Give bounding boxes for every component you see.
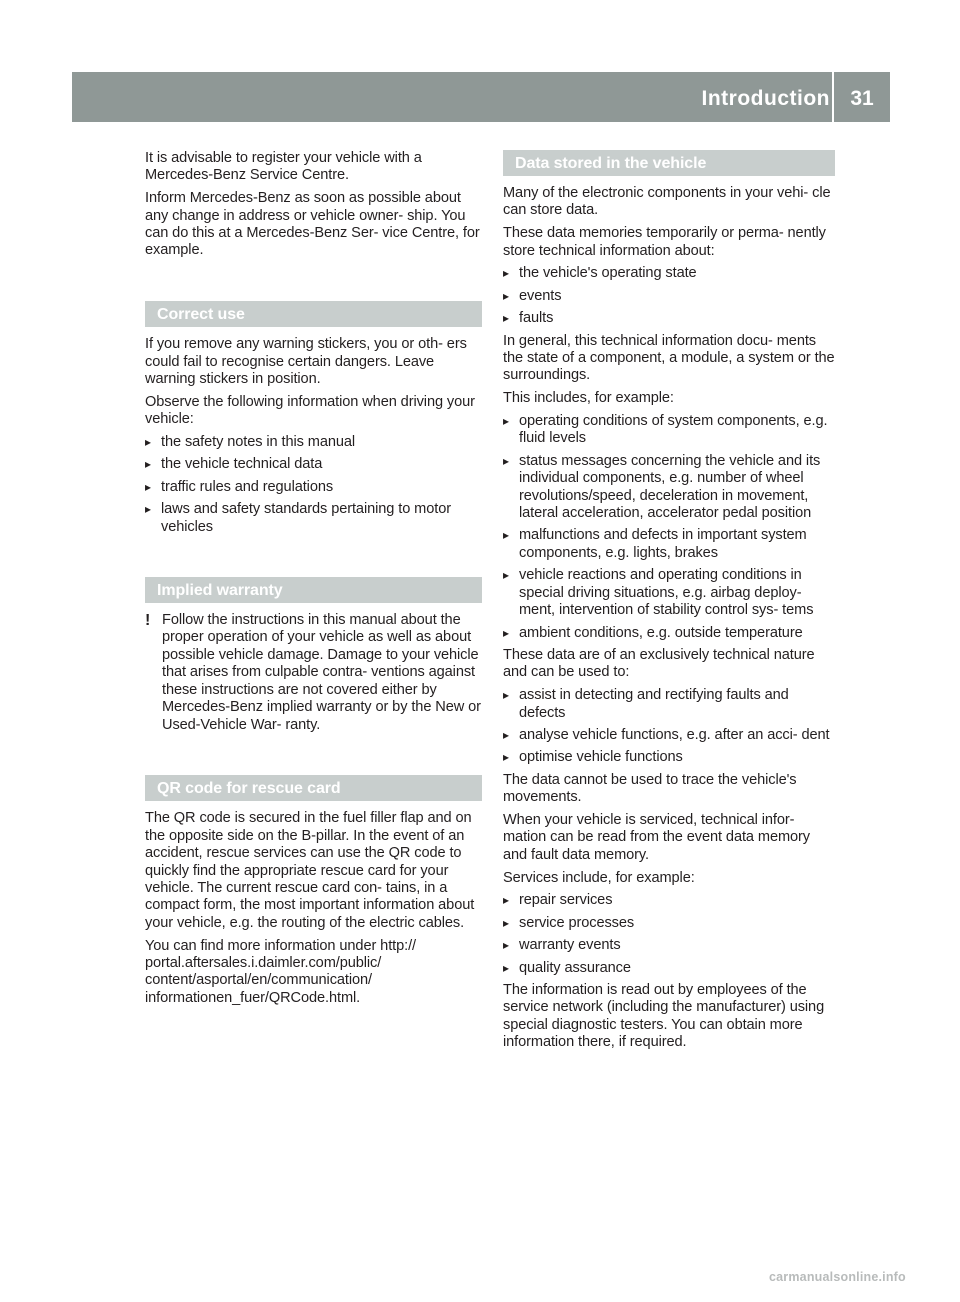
paragraph: You can find more information under http:// portal.aftersales.i.daimler.com/public/ content/asportal/en/communication/ informationen_fuer/QRCode.html.: [145, 937, 416, 1006]
page-number: 31: [850, 87, 874, 110]
list-item: ▸ ambient conditions, e.g. outside temperature: [503, 625, 835, 642]
list-item: ▸ malfunctions and defects in important system components, e.g. lights, brakes: [503, 527, 835, 562]
paragraph: Observe the following information when driving your vehicle:: [145, 393, 475, 428]
list-item: ▸ traffic rules and regulations: [145, 479, 482, 496]
list-item: ▸ faults: [503, 310, 835, 327]
list-item: ▸ the vehicle's operating state: [503, 265, 835, 282]
list-item: ▸ quality assurance: [503, 960, 835, 977]
section-title: Introduction: [701, 87, 830, 110]
list-item: ▸ laws and safety standards pertaining to motor vehicles: [145, 501, 482, 536]
intro-paragraph: Inform Mercedes-Benz as soon as possible about any change in address or vehicle owner- ship. You can do this at a Mercedes-Benz Ser- vice Centre, for example.: [145, 190, 480, 259]
list-item: ▸ the safety notes in this manual: [145, 434, 482, 451]
paragraph: These data memories temporarily or perma- nently store technical information about:: [503, 225, 826, 259]
list-item: ▸ operating conditions of system components, e.g. fluid levels: [503, 413, 835, 448]
bullet-list: [503, 413, 835, 642]
list-item: ▸ vehicle reactions and operating conditions in special driving situations, e.g. airbag deploy- ment, intervention of stability control sys- tems: [503, 567, 835, 619]
list-item: ▸ repair services: [503, 892, 835, 909]
list-item: ▸ warranty events: [503, 937, 835, 954]
list-item: ▸ the vehicle technical data: [145, 456, 482, 473]
watermark-text: carmanualsonline.info: [769, 1270, 906, 1284]
list-item: ▸ optimise vehicle functions: [503, 749, 835, 766]
paragraph: When your vehicle is serviced, technical infor- mation can be read from the event data memory and fault data memory.: [503, 811, 810, 863]
correct-use-heading: Correct use: [145, 301, 482, 327]
warranty-notice: [145, 612, 482, 734]
paragraph: The data cannot be used to trace the vehicle's movements.: [503, 771, 797, 806]
list-item: ▸ events: [503, 288, 835, 305]
bullet-list: [503, 265, 835, 327]
paragraph: In general, this technical information docu- ments the state of a component, a module, a system or the surroundings.: [503, 332, 835, 384]
paragraph: The information is read out by employees of the service network (including the manufacturer) using special diagnostic testers. You can obtain more information there, if required.: [503, 981, 825, 1051]
paragraph: Many of the electronic components in your vehi- cle can store data.: [503, 185, 831, 219]
warning-icon: !: [145, 612, 151, 630]
qr-code-heading: QR code for rescue card: [145, 775, 482, 801]
data-stored-heading: Data stored in the vehicle: [503, 150, 835, 176]
implied-warranty-heading: Implied warranty: [145, 577, 482, 603]
list-item: ▸ analyse vehicle functions, e.g. after an acci- dent: [503, 727, 835, 744]
intro-paragraph: It is advisable to register your vehicle with a Mercedes-Benz Service Centre.: [145, 150, 422, 184]
paragraph: If you remove any warning stickers, you or oth- ers could fail to recognise certain dangers. Leave warning stickers in position.: [145, 336, 467, 388]
warranty-text: Follow the instructions in this manual about the proper operation of your vehicle as well as about possible vehicle damage. Damage to your vehicle that arises from culpable contra- ventions against these instructions are not covered either by Mercedes-Benz implied warranty or by the New or Used-Vehicle War- ranty.: [162, 612, 481, 733]
bullet-list: [503, 892, 835, 977]
paragraph: These data are of an exclusively technical nature and can be used to:: [503, 646, 815, 681]
bullet-list: [503, 687, 835, 767]
list-item: ▸ assist in detecting and rectifying faults and defects: [503, 687, 835, 722]
page-header: [72, 72, 890, 122]
left-column: [145, 150, 482, 1013]
paragraph: This includes, for example:: [503, 390, 674, 407]
bullet-list: [145, 434, 482, 536]
right-column: [503, 150, 835, 1057]
paragraph: The QR code is secured in the fuel filler flap and on the opposite side on the B-pillar. In the event of an accident, rescue services can use the QR code to quickly find the appropriate rescue card for your vehicle. The current rescue card con- tains, in a compact form, the most important information about your vehicle, e.g. the routing of the electric cables.: [145, 810, 475, 931]
paragraph: Services include, for example:: [503, 869, 695, 886]
list-item: ▸ status messages concerning the vehicle and its individual components, e.g. number of wheel revolutions/speed, deceleration in movement, lateral acceleration, accelerator pedal position: [503, 453, 835, 523]
list-item: ▸ service processes: [503, 915, 835, 932]
